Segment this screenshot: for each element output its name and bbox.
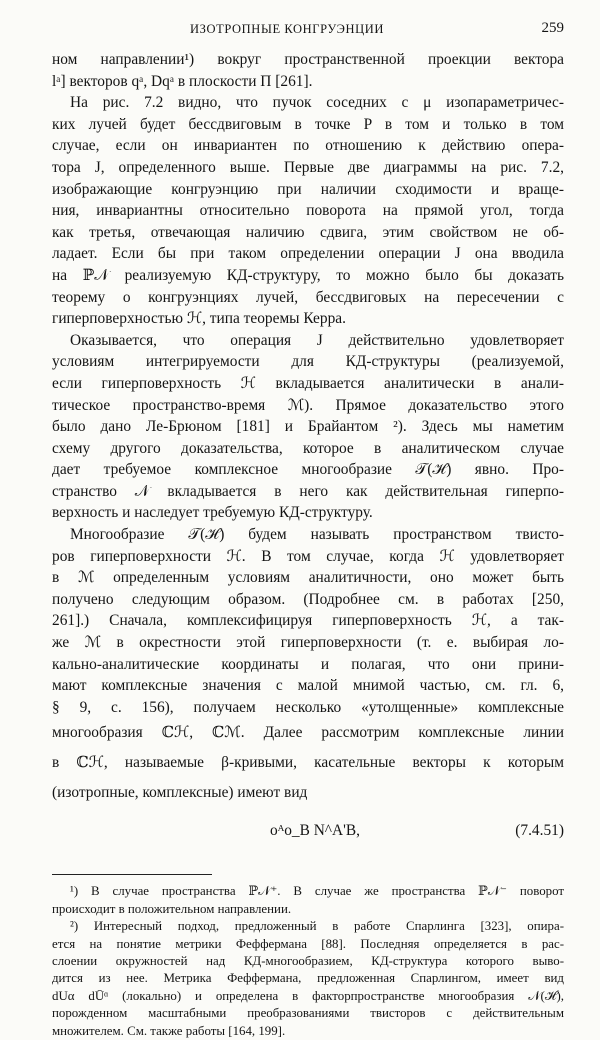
text-line: случае, если он инвариантен по отношению к действию опера-: [52, 137, 564, 155]
text-line: ладает. Если бы при таком определении операции J она вводила: [52, 245, 564, 263]
footnote-line: дится из нее. Метрика Феффермана, предложенная Спарлингом, имеет вид: [52, 971, 564, 986]
text-line: было дано Ле-Брюном [181] и Брайантом ²). Здесь мы наметим: [52, 418, 564, 436]
text-line: гиперповерхностью ℋ, типа теоремы Керра.: [52, 310, 346, 328]
footnote-line: ²) Интересный подход, предложенный в работе Спарлинга [323], опира-: [70, 919, 564, 934]
text-line: На рис. 7.2 видно, что пучок соседних с μ изопараметричес-: [70, 94, 564, 112]
text-line: ния, инвариантны относительно поворота на прямой угол, тогда: [52, 202, 564, 220]
text-line: 261].) Сначала, комплексифицируя гиперповерхность ℋ, а так-: [52, 612, 564, 630]
text-line: Оказывается, что операция J действительно удовлетворяет: [70, 331, 564, 349]
footnote-line: ¹) В случае пространства ℙ𝒩⁺. В случае же пространства ℙ𝒩⁻ поворот: [70, 884, 564, 899]
text-line: на ℙ𝒩 реализуемую КД-структуру, то можно было бы доказать: [52, 266, 564, 284]
text-line: ном направлении¹) вокруг пространственной проекции вектора: [52, 51, 564, 68]
footnote-line: dUα dŪᵅ (локально) и определена в факторпространстве многообразия 𝒩(ℋ),: [52, 988, 564, 1003]
text-line: lᵃ] векторов qᵃ, Dqᵃ в плоскости Π [261].: [52, 72, 313, 90]
text-line: ких лучей будет бессдвиговым в точке P в том и только в том: [52, 115, 564, 133]
text-line: теорему о конгруэнциях лучей, бессдвиговых на пересечении с: [52, 288, 564, 306]
text-line: верхность и наследует требуемую КД-структуру.: [52, 504, 373, 522]
equation-7-4-51: [52, 812, 564, 852]
text-line: тическое пространство-время ℳ). Прямое доказательство этого: [52, 396, 564, 414]
text-line: если гиперповерхность ℋ вкладывается аналитически в анали-: [52, 374, 564, 392]
text-line: ров гиперповерхности ℋ. В том случае, когда ℋ удовлетворяет: [52, 547, 564, 565]
text-line: кально-аналитические координаты и полагая, что они прини-: [52, 655, 564, 673]
footnote-divider: [52, 874, 212, 875]
text-line: в ℳ определенным условиям аналитичности, оно может быть: [52, 569, 564, 587]
text-line: дает требуемое комплексное многообразие 𝒯(ℋ) явно. Про-: [52, 461, 564, 479]
equation-number: (7.4.51): [515, 822, 564, 840]
running-title: ИЗОТРОПНЫЕ КОНГРУЭНЦИИ: [190, 22, 384, 36]
text-line: § 9, с. 156), получаем несколько «утолщенные» комплексные: [52, 698, 564, 716]
equation-expression: oᴬo_B N^A'B,: [270, 822, 361, 840]
text-line: же ℳ в окрестности этой гиперповерхности (т. е. выбирая ло-: [52, 634, 564, 652]
footnote-line: слоении окружностей над КД-многообразием, КД-структура которого выво-: [52, 953, 564, 968]
text-line: странство 𝒩 вкладывается в него как действительная гиперпо-: [52, 482, 564, 500]
main-text: [52, 49, 564, 1040]
text-line: получено следующим образом. (Подробнее см. в работах [250,: [52, 590, 564, 608]
footnote-line: происходит в положительном направлении.: [52, 901, 292, 916]
text-line: изображающие конгруэнцию при наличии сходимости и враще-: [52, 180, 564, 198]
text-line: многообразия ℂℋ, ℂℳ. Далее рассмотрим комплексные линии: [52, 724, 564, 742]
text-line: Многообразие 𝒯(ℋ) будем называть пространством твисто-: [70, 526, 564, 544]
footnote-line: ется на понятие метрики Феффермана [88]. Последняя определяется в рас-: [52, 936, 564, 951]
footnote-line: множителем. См. также работы [164, 199].: [52, 1023, 286, 1038]
page-number: 259: [541, 20, 564, 36]
text-line: тора J, определенного выше. Первые две диаграммы на рис. 7.2,: [52, 158, 564, 176]
text-line: в ℂℋ, называемые β-кривыми, касательные векторы к которым: [52, 754, 564, 772]
text-line: условиям интегрируемости для КД-структуры (реализуемой,: [52, 353, 564, 371]
text-line: схему другого доказательства, которое в аналитическом случае: [52, 439, 564, 457]
text-line: мают комплексные значения с малой мнимой частью, см. гл. 6,: [52, 677, 564, 695]
running-header: [52, 22, 564, 42]
footnote-line: порожденном масштабными преобразованиями твисторов с действительным: [52, 1006, 564, 1021]
text-line: (изотропные, комплексные) имеют вид: [52, 784, 308, 802]
text-line: как третья, отвечающая наличию сдвига, этим свойством не об-: [52, 223, 564, 241]
